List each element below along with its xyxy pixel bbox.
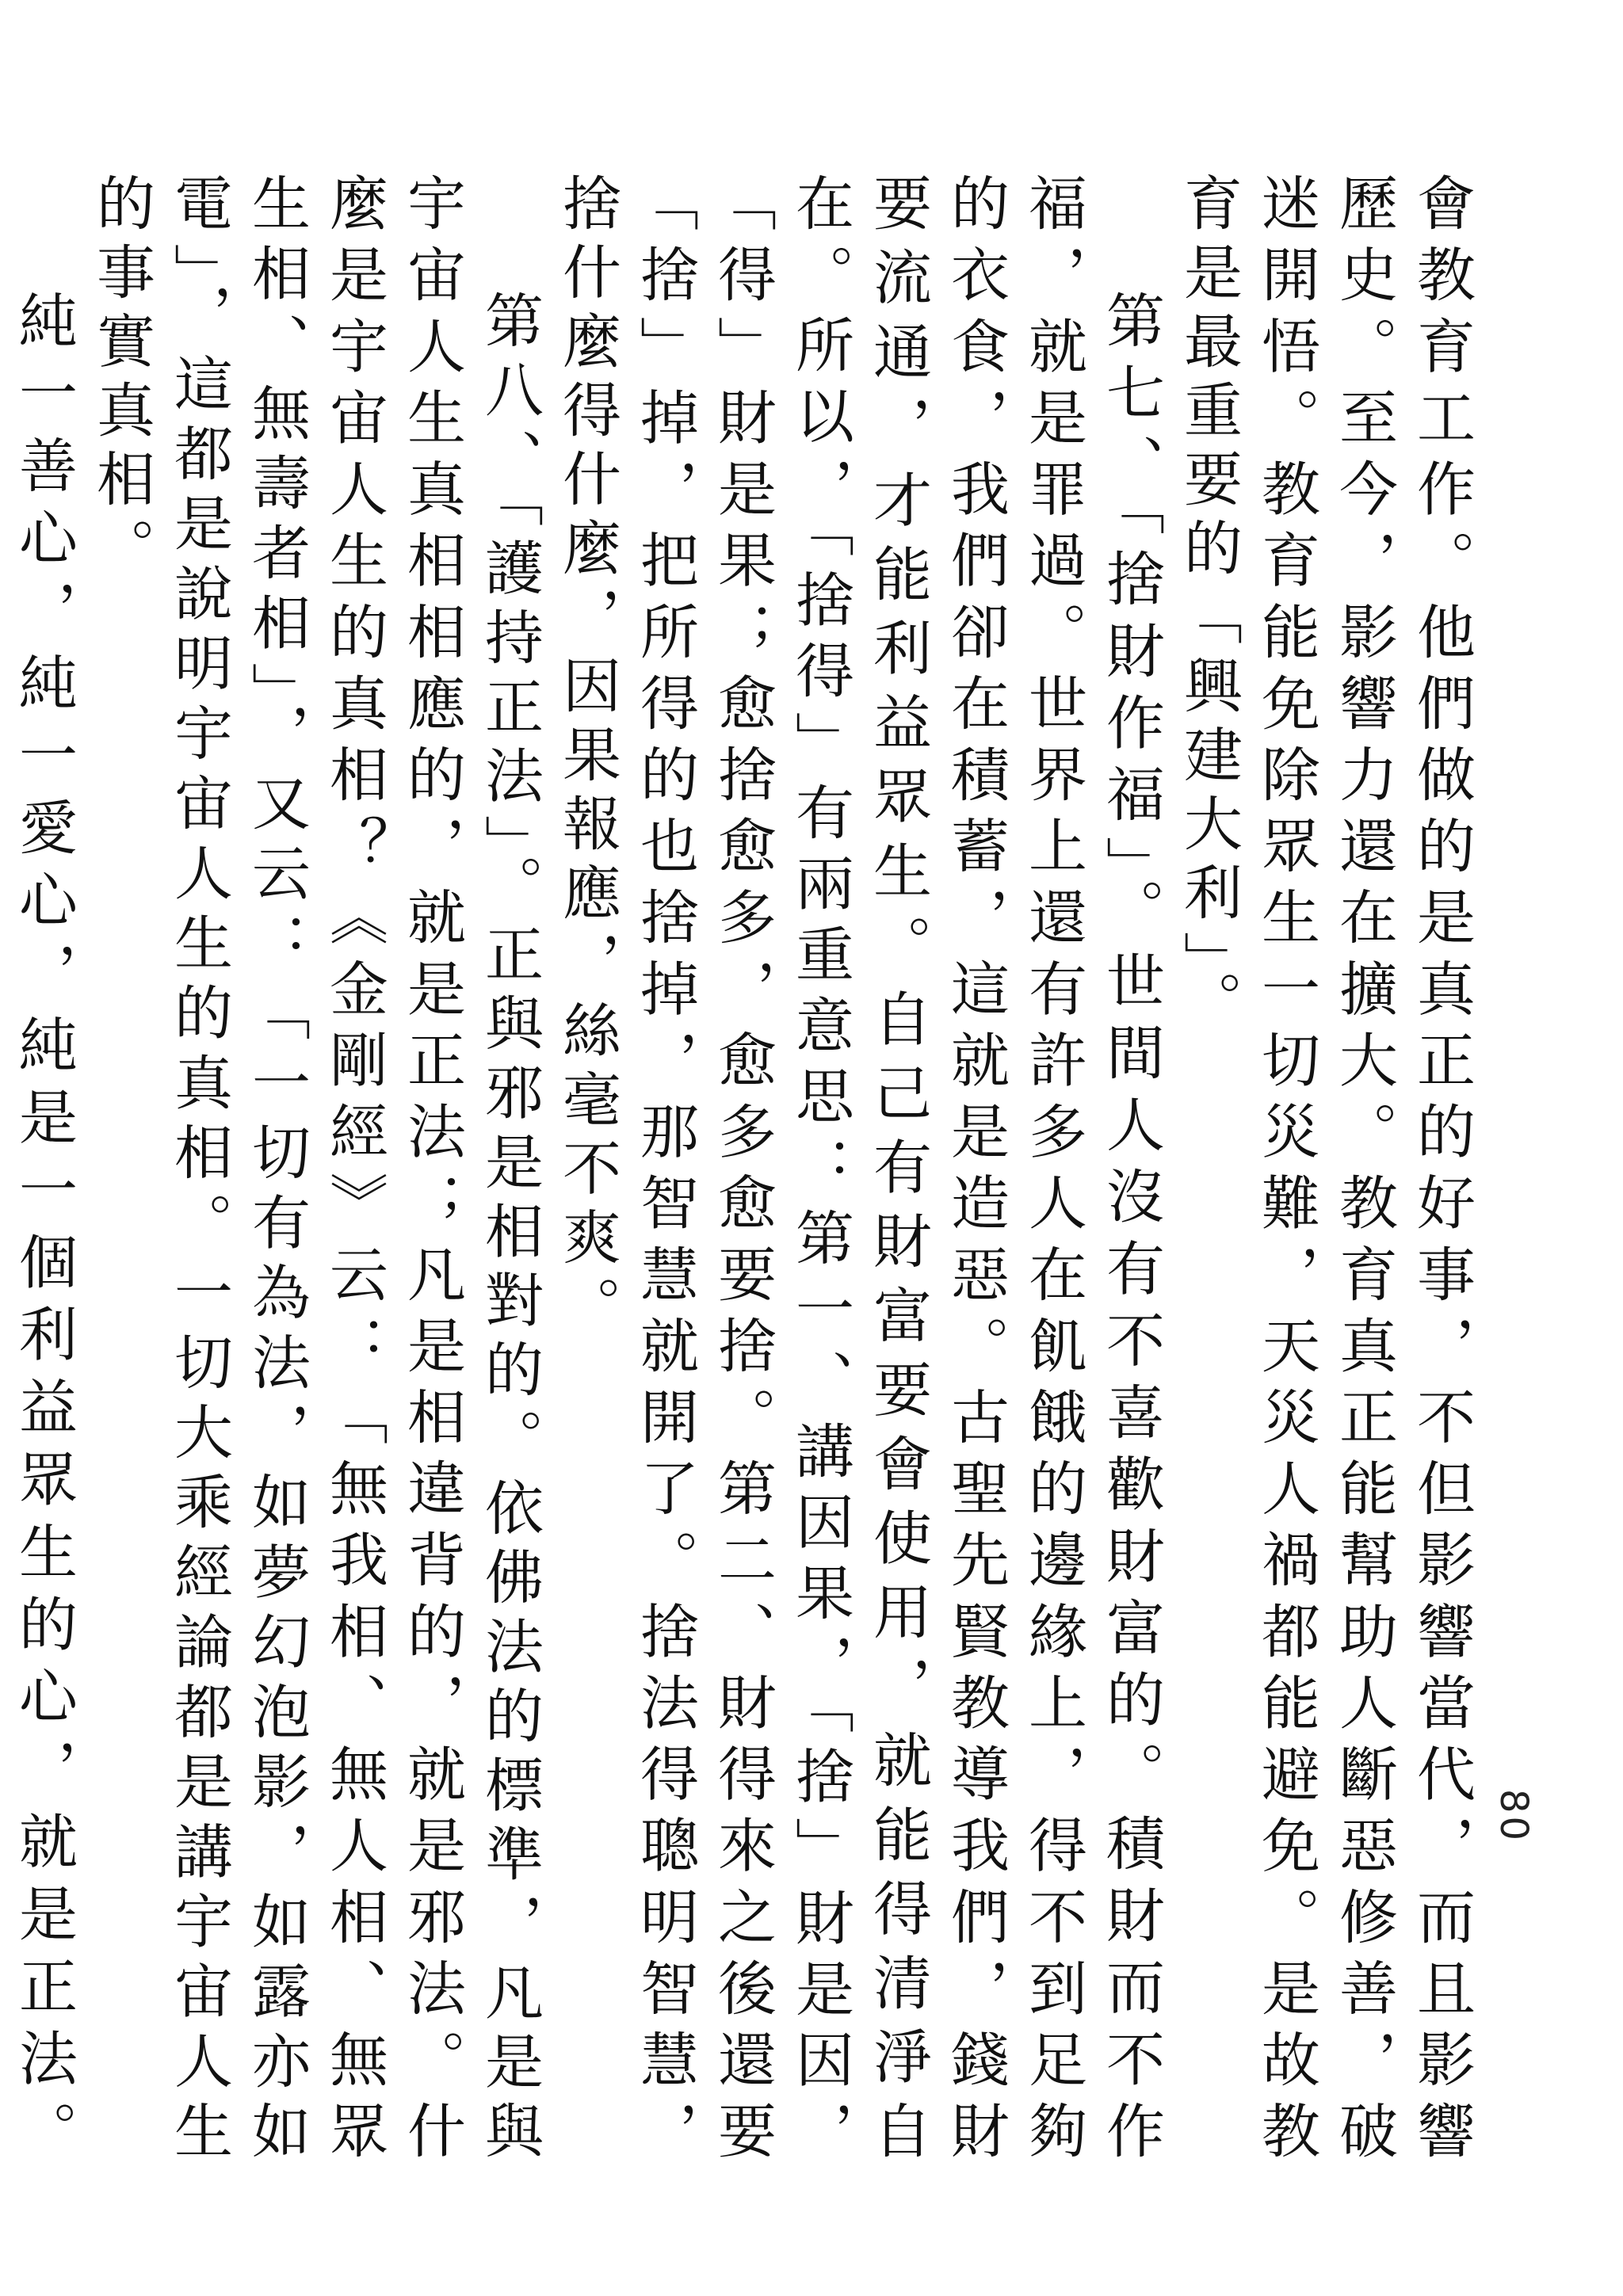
vertical-text-body [6, 173, 1480, 2169]
paragraph-uphold-dharma: 第八、「護持正法」。正與邪是相對的。依佛法的標準，凡是與宇宙人生真相相應的，就是正法；凡是相違背的，就是邪法。什麼是宇宙人生的真相？《金剛經》云：「無我相、無人相、無眾生相、無壽者相」，又云：「一切有為法，如夢幻泡影，如露亦如電」，這都是說明宇宙人生的真相。一切大乘經論都是講宇宙人生的事實真相。 [87, 173, 544, 2169]
page-number: 80 [1491, 1789, 1536, 1844]
paragraph-education: 會教育工作。他們做的是真正的好事，不但影響當代，而且影響歷史。至今，影響力還在擴大。教育真正能幫助人斷惡修善，破迷開悟。教育能免除眾生一切災難，天災人禍都能避免。是故教育是最重要的「興建大利」。 [1174, 173, 1476, 2169]
paragraph-pure-mind: 純一善心，純一愛心，純是一個利益眾生的心，就是正法。 [10, 290, 78, 2169]
paragraph-give-wealth: 第七、「捨財作福」。世間人沒有不喜歡財富的。積財而不作福，就是罪過。世界上還有許多人在飢餓的邊緣上，得不到足夠的衣食，我們卻在積蓄，這就是造惡。古聖先賢教導我們，錢財要流通，才能利益眾生。自己有財富要會使用，就能得清淨自在。所以，「捨得」有兩重意思：第一、講因果，「捨」財是因，「得」財是果；愈捨愈多，愈多愈要捨。第二、財得來之後還要「捨」掉，把所得的也捨掉，那智慧就開了。捨法得聰明智慧，捨什麼得什麼，因果報應，絲毫不爽。 [553, 173, 1165, 2169]
